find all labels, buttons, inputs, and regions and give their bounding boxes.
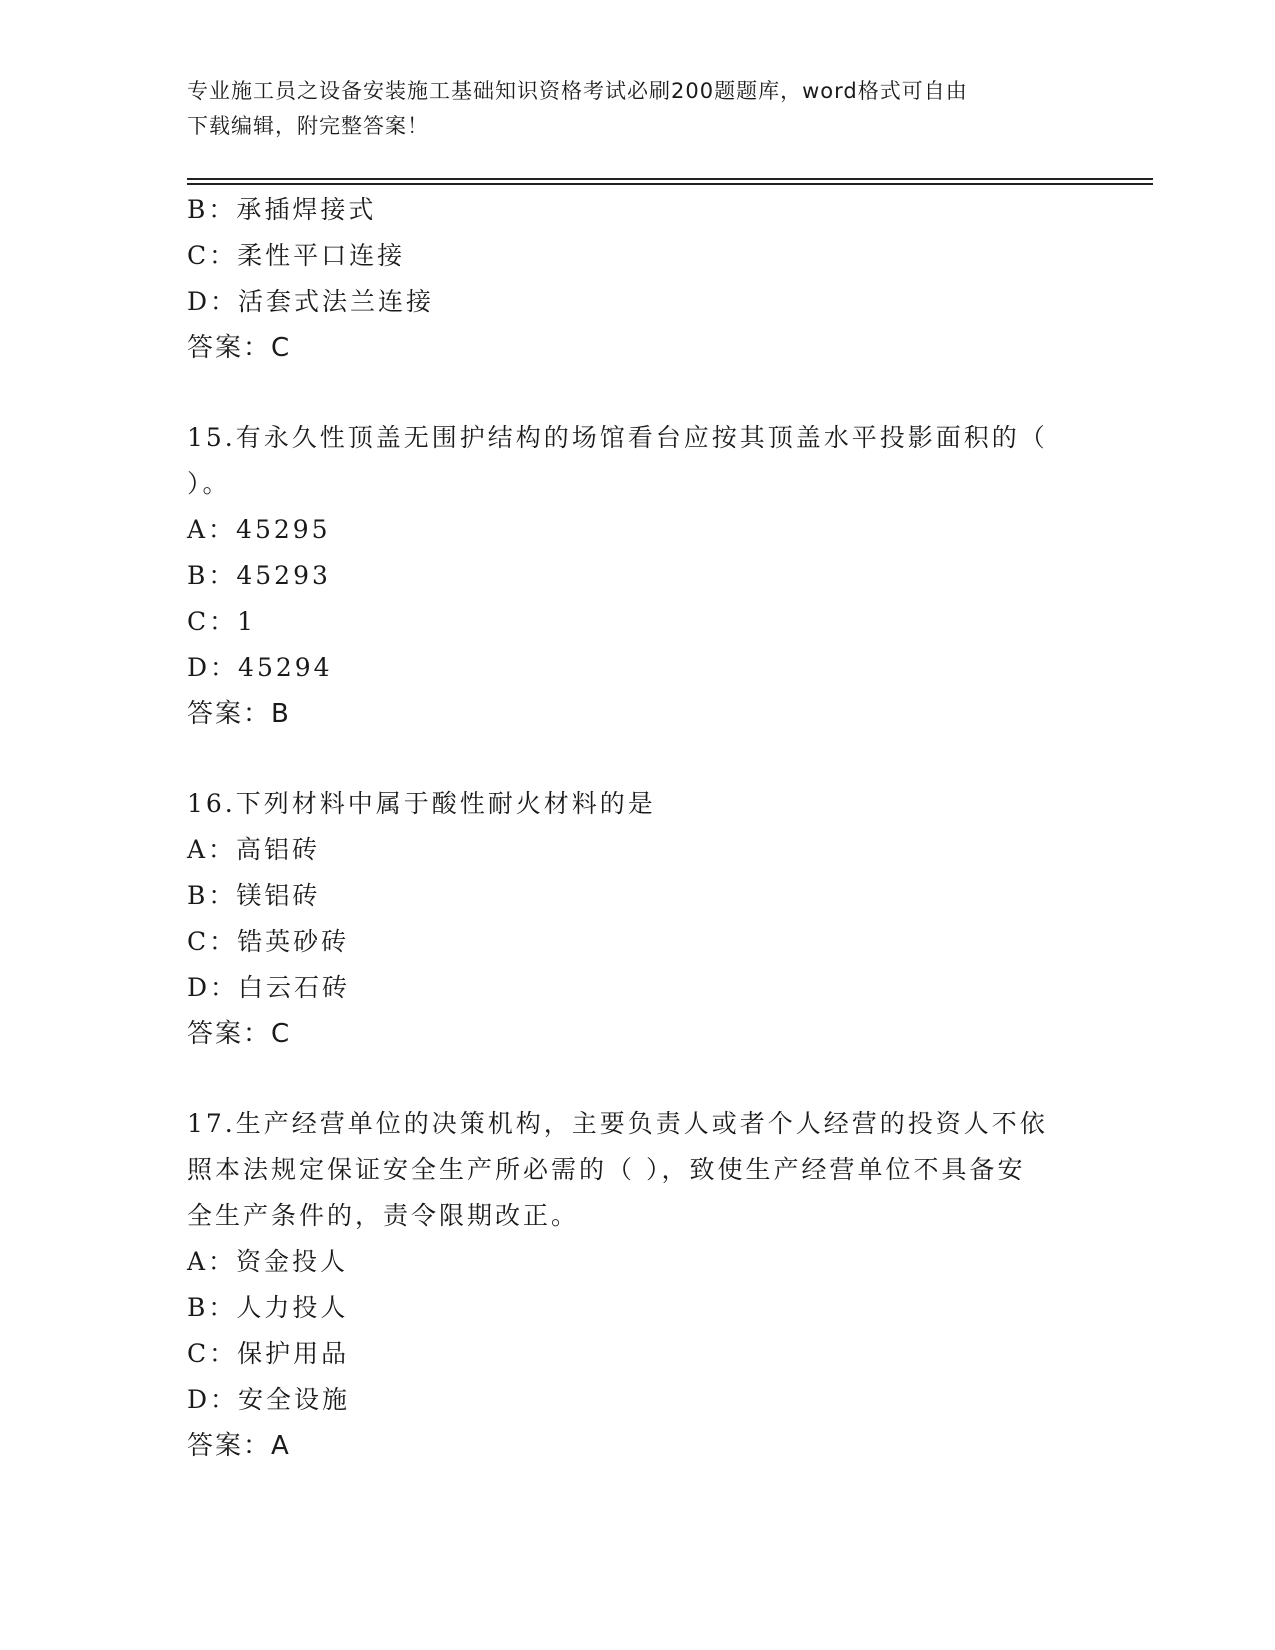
- header-rule-bottom: [187, 183, 1153, 185]
- option-d: D：45294: [187, 653, 333, 682]
- header-rule-top: [187, 178, 1153, 180]
- spacer: [187, 737, 1087, 781]
- question-14: [187, 187, 1087, 371]
- option-d: D：白云石砖: [187, 973, 351, 1002]
- option-b: B：承插焊接式: [187, 195, 377, 224]
- question-list: [187, 187, 1087, 1469]
- answer: 答案：C: [187, 1019, 292, 1049]
- option-d: D：安全设施: [187, 1385, 351, 1414]
- option-c: C：1: [187, 607, 257, 636]
- option-b: B：45293: [187, 561, 331, 590]
- document-header: [187, 74, 1067, 144]
- header-line-2: 下载编辑，附完整答案！: [187, 114, 429, 138]
- option-a: A：45295: [187, 515, 331, 544]
- question-stem-cont: ）。: [187, 469, 231, 498]
- question-stem: 15.有永久性顶盖无围护结构的场馆看台应按其顶盖水平投影面积的（: [187, 423, 1048, 452]
- question-16: [187, 781, 1087, 1057]
- answer: 答案：A: [187, 1431, 291, 1461]
- answer: 答案：B: [187, 699, 291, 729]
- question-stem: 16.下列材料中属于酸性耐火材料的是: [187, 789, 656, 818]
- question-stem: 17.生产经营单位的决策机构，主要负责人或者个人经营的投资人不依: [187, 1109, 1048, 1138]
- option-c: C：柔性平口连接: [187, 241, 406, 270]
- option-d: D：活套式法兰连接: [187, 287, 435, 316]
- question-15: [187, 415, 1087, 737]
- spacer: [187, 371, 1087, 415]
- option-a: A：资金投人: [187, 1247, 349, 1276]
- option-b: B：人力投人: [187, 1293, 349, 1322]
- question-stem-cont: 全生产条件的，责令限期改正。: [187, 1201, 580, 1230]
- option-b: B：镁铝砖: [187, 881, 321, 910]
- answer: 答案：C: [187, 333, 292, 363]
- option-a: A：高铝砖: [187, 835, 321, 864]
- option-c: C：保护用品: [187, 1339, 350, 1368]
- option-c: C：锆英砂砖: [187, 927, 350, 956]
- spacer: [187, 1057, 1087, 1101]
- question-17: [187, 1101, 1087, 1469]
- header-line-1: 专业施工员之设备安装施工基础知识资格考试必刷200题题库，word格式可自由: [187, 79, 968, 103]
- question-stem-cont: 照本法规定保证安全生产所必需的（ ），致使生产经营单位不具备安: [187, 1155, 1026, 1184]
